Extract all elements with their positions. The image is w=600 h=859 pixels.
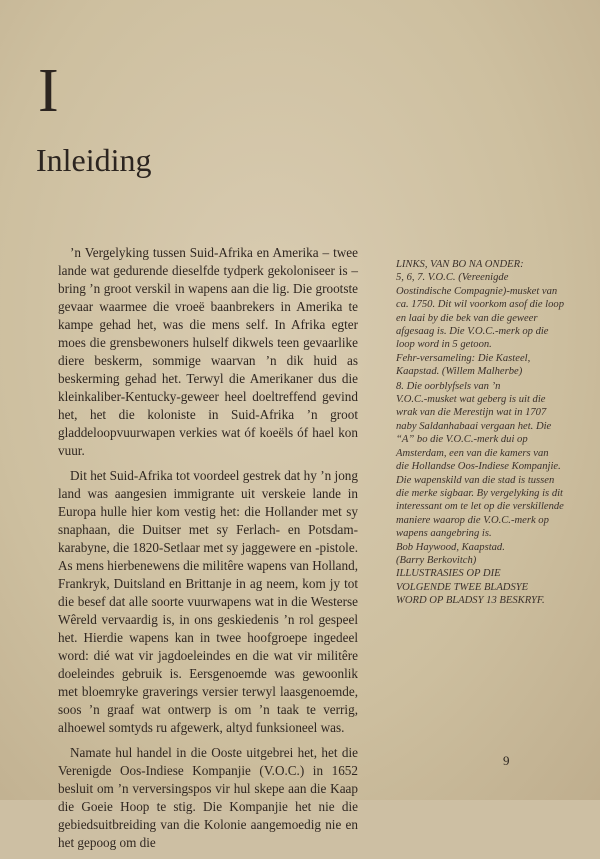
paragraph: ’n Vergelyking tussen Suid-Afrika en Amerika – twee lande wat gedurende dieselfde tydperk gekoloniseer is – bring ’n groot verskil in wapens aan die lig. Die grootste gevaar waarmee die vroeë baanbrekers in Amerika te kampe gehad het, was die mens self. In Afrika egter moes die grensbewoners hulself dikwels teen gevaarlike diere beskerm, sommige waarvan ’n dik huid as beskerming gehad het. Terwyl die Amerikaner dus die kleinkaliber-Kentucky-geweer heel doeltreffend gevind het, het die koloniste in Suid-Afrika ’n groot gladdeloopvuurwapen verkies wat óf koeëls óf hael kon vuur. [58,245,358,458]
caption-line: wapens aangebring is. [396,528,492,540]
caption-line: Amsterdam, een van die kamers van [396,447,549,459]
caption-line: LINKS, VAN BO NA ONDER: [396,259,524,270]
caption-line: Oostindische Compagnie)-musket van [396,285,558,297]
chapter-numeral: I [38,57,60,125]
paragraph: Namate hul handel in die Ooste uitgebrei het, het die Verenigde Oos-Indiese Kompanjie (V.O.C.) in 1652 besluit om ’n verversingspos vir hul skepe aan die Kaap die Goeie Hoop te stig. Die Kompanjie het nie die gebiedsuitbreiding van die Kolonie aangemoedig nie en het gepoog om die [58,745,358,850]
caption-line: Bob Haywood, Kaapstad. [396,541,505,553]
caption-line: 8. Die oorblyfsels van ’n [396,380,501,392]
caption-line: maniere waarop die V.O.C.-merk op [396,514,549,526]
body-text [58,244,358,859]
caption-line: ILLUSTRASIES OP DIE [396,568,501,580]
caption-line: ca. 1750. Dit wil voorkom asof die loop [396,299,565,311]
illustration-caption [396,258,584,608]
page-number: 9 [503,753,510,768]
caption-line: Fehr-versameling: Die Kasteel, [396,352,531,364]
caption-line: afgesaag is. Die V.O.C.-merk op die [396,326,549,338]
caption-line: naby Saldanhabaai vergaan het. Die [396,420,552,432]
caption-line: 5, 6, 7. V.O.C. (Vereenigde [396,272,509,284]
caption-line: (Barry Berkovitch) [396,554,477,566]
caption-line: Kaapstad. (Willem Malherbe) [396,366,523,378]
caption-line: WORD OP BLADSY 13 BESKRYF. [396,595,545,607]
caption-line: Die wapenskild van die stad is tussen [396,474,555,486]
caption-line: en laai by die bek van die geweer [396,312,538,324]
caption-line: “A” bo die V.O.C.-merk dui op [396,434,528,446]
caption-line: VOLGENDE TWEE BLADSYE [396,581,529,593]
chapter-title: Inleiding [36,142,152,178]
caption-line: loop word in 5 getoon. [396,339,492,351]
caption-line: die merke sigbaar. By vergelyking is dit [396,487,564,499]
caption-line: wrak van die Merestijn wat in 1707 [396,407,547,419]
paragraph: Dit het Suid-Afrika tot voordeel gestrek dat hy ’n jong land was aangesien immigrante uit verskeie lande in Europa hulle hier kom vestig het: die Hollander met sy snaphaan, die Duitser met sy Ferlach- en Potsdam-karabyne, die 1820-Setlaar met sy jaggewere en -pistole. As mens hierbenewens die militêre wapens van Holland, Frankryk, Duitsland en Brittanje in ag neem, kom jy tot die besef dat alle soorte vuurwapens wat in die Westerse Wêreld vervaardig is, in ons geskiedenis ’n rol gespeel het. Hierdie wapens kan in twee hoofgroepe ingedeel word: dié wat vir jagdoeleindes en die wat vir militêre doeleindes gebruik is. Eersgenoemde was gewoonlik met bloemryke graverings versier terwyl laasgenoemde, soos ’n graaf wat ontwerp is om ’n taak te verrig, alhoewel somtyds ru afgewerk, altyd funksioneel was. [58,468,358,735]
caption-line: V.O.C.-musket wat geberg is uit die [396,394,546,406]
caption-line: interessant om te let op die verskillende [396,501,564,513]
caption-line: die Hollandse Oos-Indiese Kompanjie. [396,461,561,473]
